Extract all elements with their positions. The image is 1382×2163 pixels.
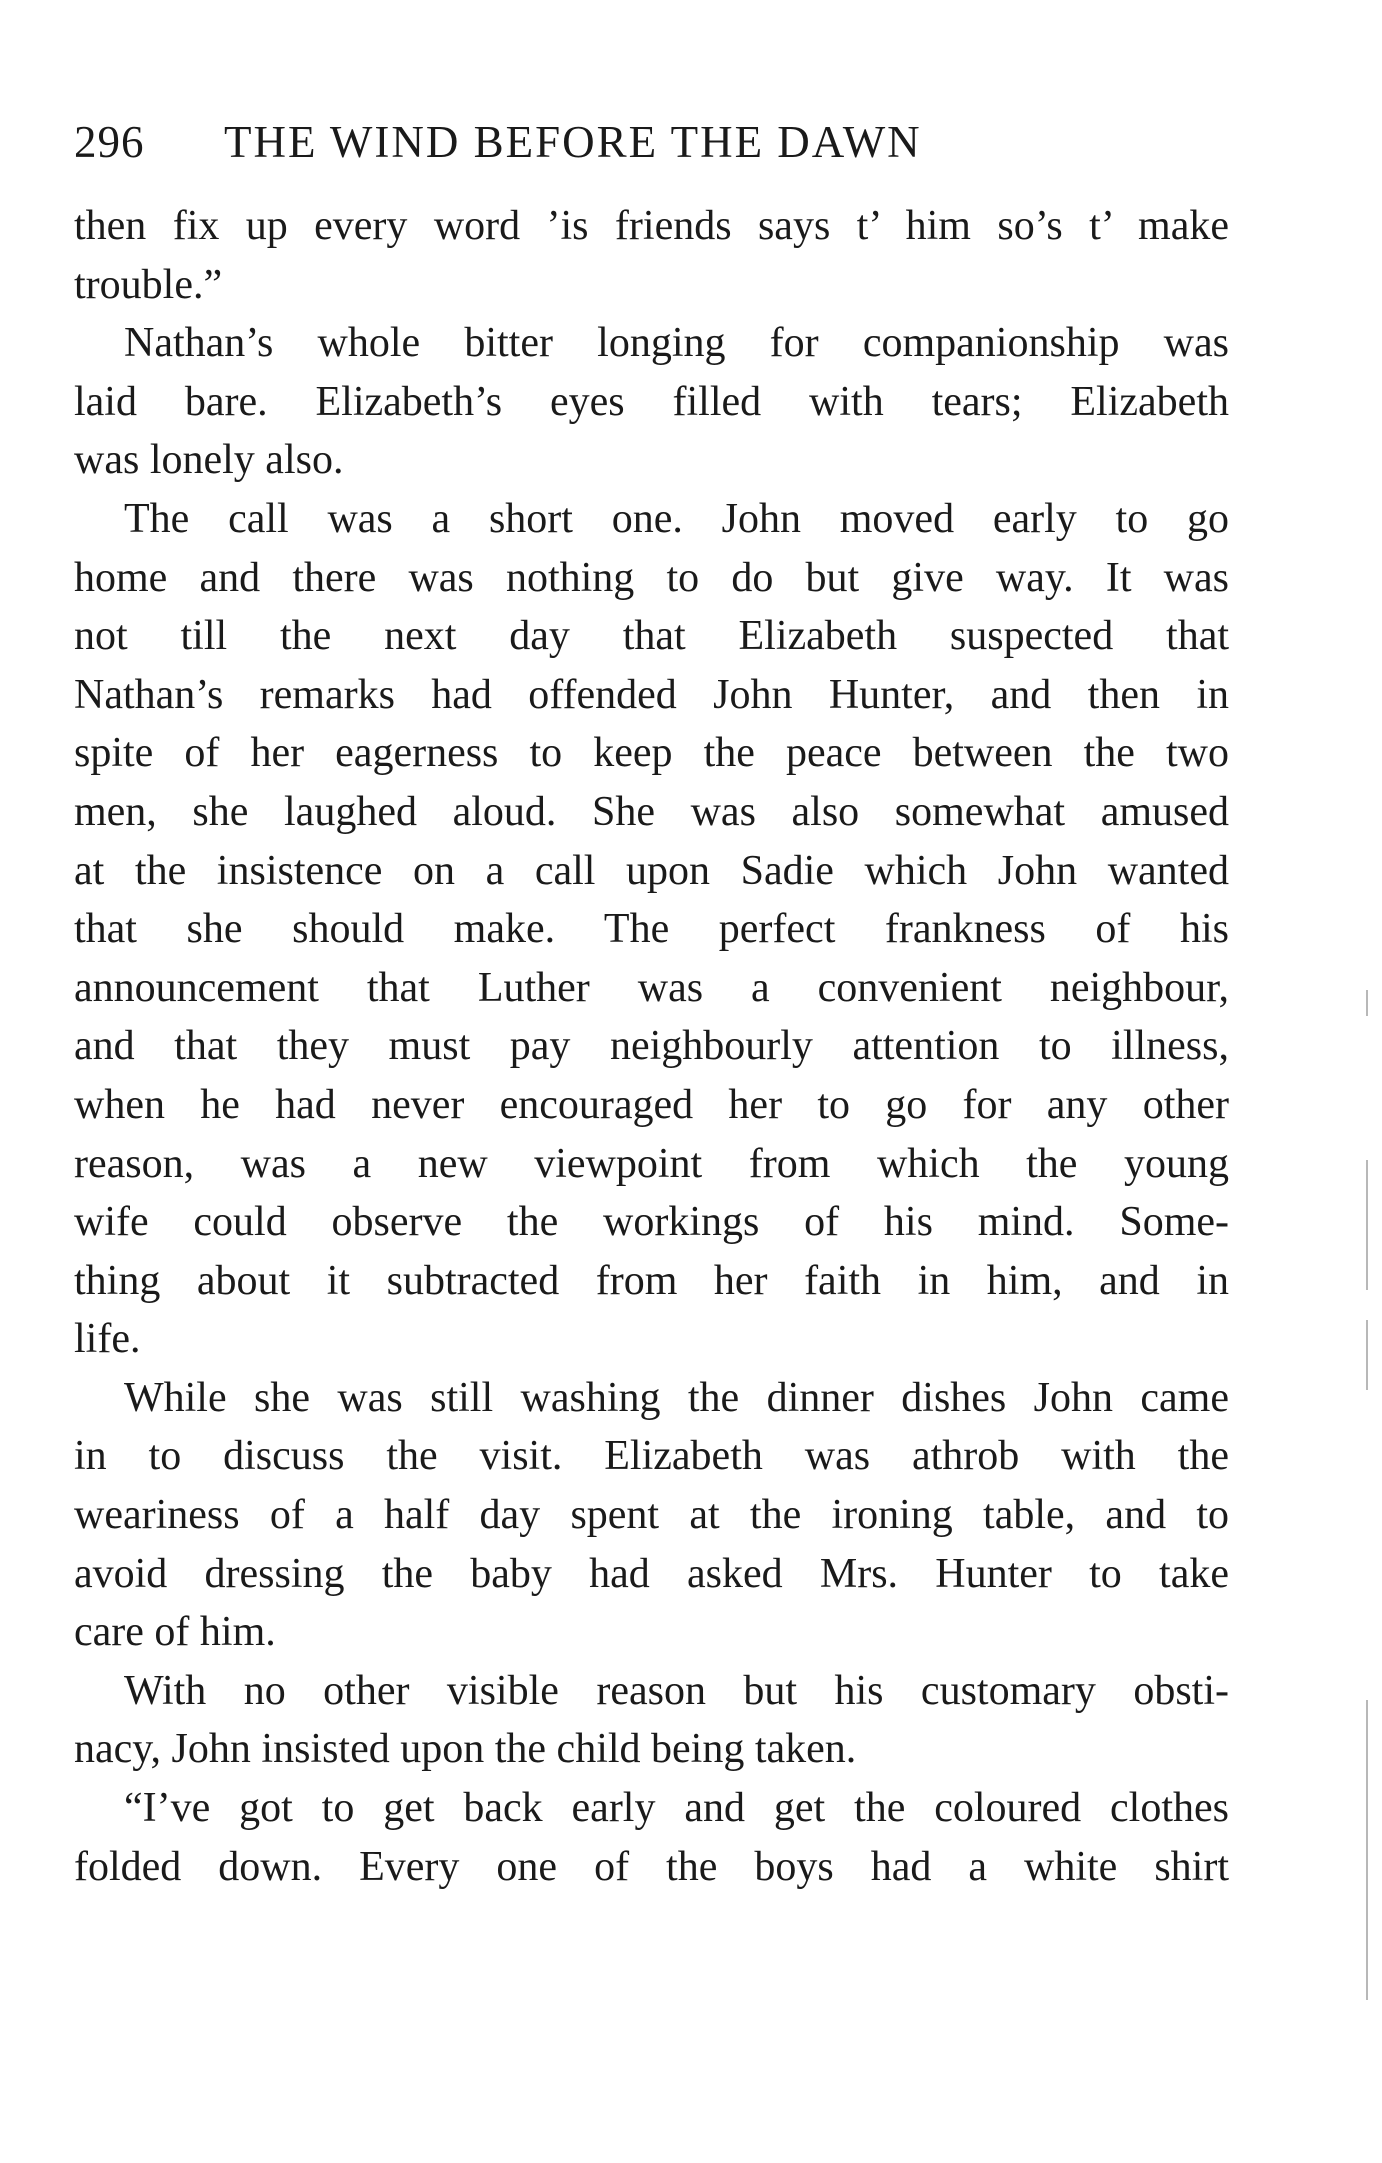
- text-line: at the insistence on a call upon Sadie which John wanted: [74, 847, 1229, 894]
- text-line: reason, was a new viewpoint from which the young: [74, 1140, 1229, 1187]
- text-line: “I’ve got to get back early and get the coloured clothes: [124, 1785, 1229, 1832]
- text-line: weariness of a half day spent at the ironing table, and to: [74, 1492, 1229, 1539]
- scan-margin-mark: [1366, 990, 1368, 1016]
- page-number: 296: [74, 117, 145, 167]
- text-line: then fix up every word ’is friends says t’ him so’s t’ make: [74, 203, 1229, 249]
- text-line: care of him.: [74, 1609, 276, 1656]
- text-line: when he had never encouraged her to go for any other: [74, 1081, 1229, 1128]
- scan-margin-mark: [1366, 1320, 1368, 1390]
- text-line: announcement that Luther was a convenient neighbour,: [74, 964, 1229, 1011]
- text-line: was lonely also.: [74, 437, 344, 484]
- text-line: Nathan’s remarks had offended John Hunter, and then in: [74, 671, 1229, 718]
- text-line: wife could observe the workings of his mind. Some-: [74, 1199, 1229, 1246]
- running-header: [74, 112, 1234, 172]
- body-text: [74, 197, 1229, 1896]
- text-line: With no other visible reason but his customary obsti-: [124, 1667, 1229, 1714]
- running-title: THE WIND BEFORE THE DAWN: [224, 117, 922, 167]
- text-line: not till the next day that Elizabeth suspected that: [74, 613, 1229, 660]
- text-line: trouble.”: [74, 261, 223, 308]
- scan-margin-mark: [1366, 1160, 1368, 1290]
- text-line: spite of her eagerness to keep the peace between the two: [74, 730, 1229, 777]
- text-line: The call was a short one. John moved early to go: [124, 495, 1229, 542]
- text-line: and that they must pay neighbourly attention to illness,: [74, 1023, 1229, 1070]
- text-line: avoid dressing the baby had asked Mrs. Hunter to take: [74, 1550, 1229, 1597]
- text-line: in to discuss the visit. Elizabeth was athrob with the: [74, 1433, 1229, 1480]
- text-line: that she should make. The perfect frankness of his: [74, 906, 1229, 953]
- text-line: thing about it subtracted from her faith in him, and in: [74, 1257, 1229, 1304]
- text-line: Nathan’s whole bitter longing for companionship was: [124, 320, 1229, 367]
- text-line: folded down. Every one of the boys had a white shirt: [74, 1843, 1229, 1890]
- text-line: home and there was nothing to do but give way. It was: [74, 554, 1229, 601]
- text-line: laid bare. Elizabeth’s eyes filled with tears; Elizabeth: [74, 378, 1229, 425]
- text-line: life.: [74, 1316, 141, 1363]
- text-line: While she was still washing the dinner dishes John came: [124, 1374, 1229, 1421]
- text-line: men, she laughed aloud. She was also somewhat amused: [74, 788, 1229, 835]
- scan-margin-mark: [1366, 1700, 1368, 2000]
- text-line: nacy, John insisted upon the child being taken.: [74, 1726, 857, 1773]
